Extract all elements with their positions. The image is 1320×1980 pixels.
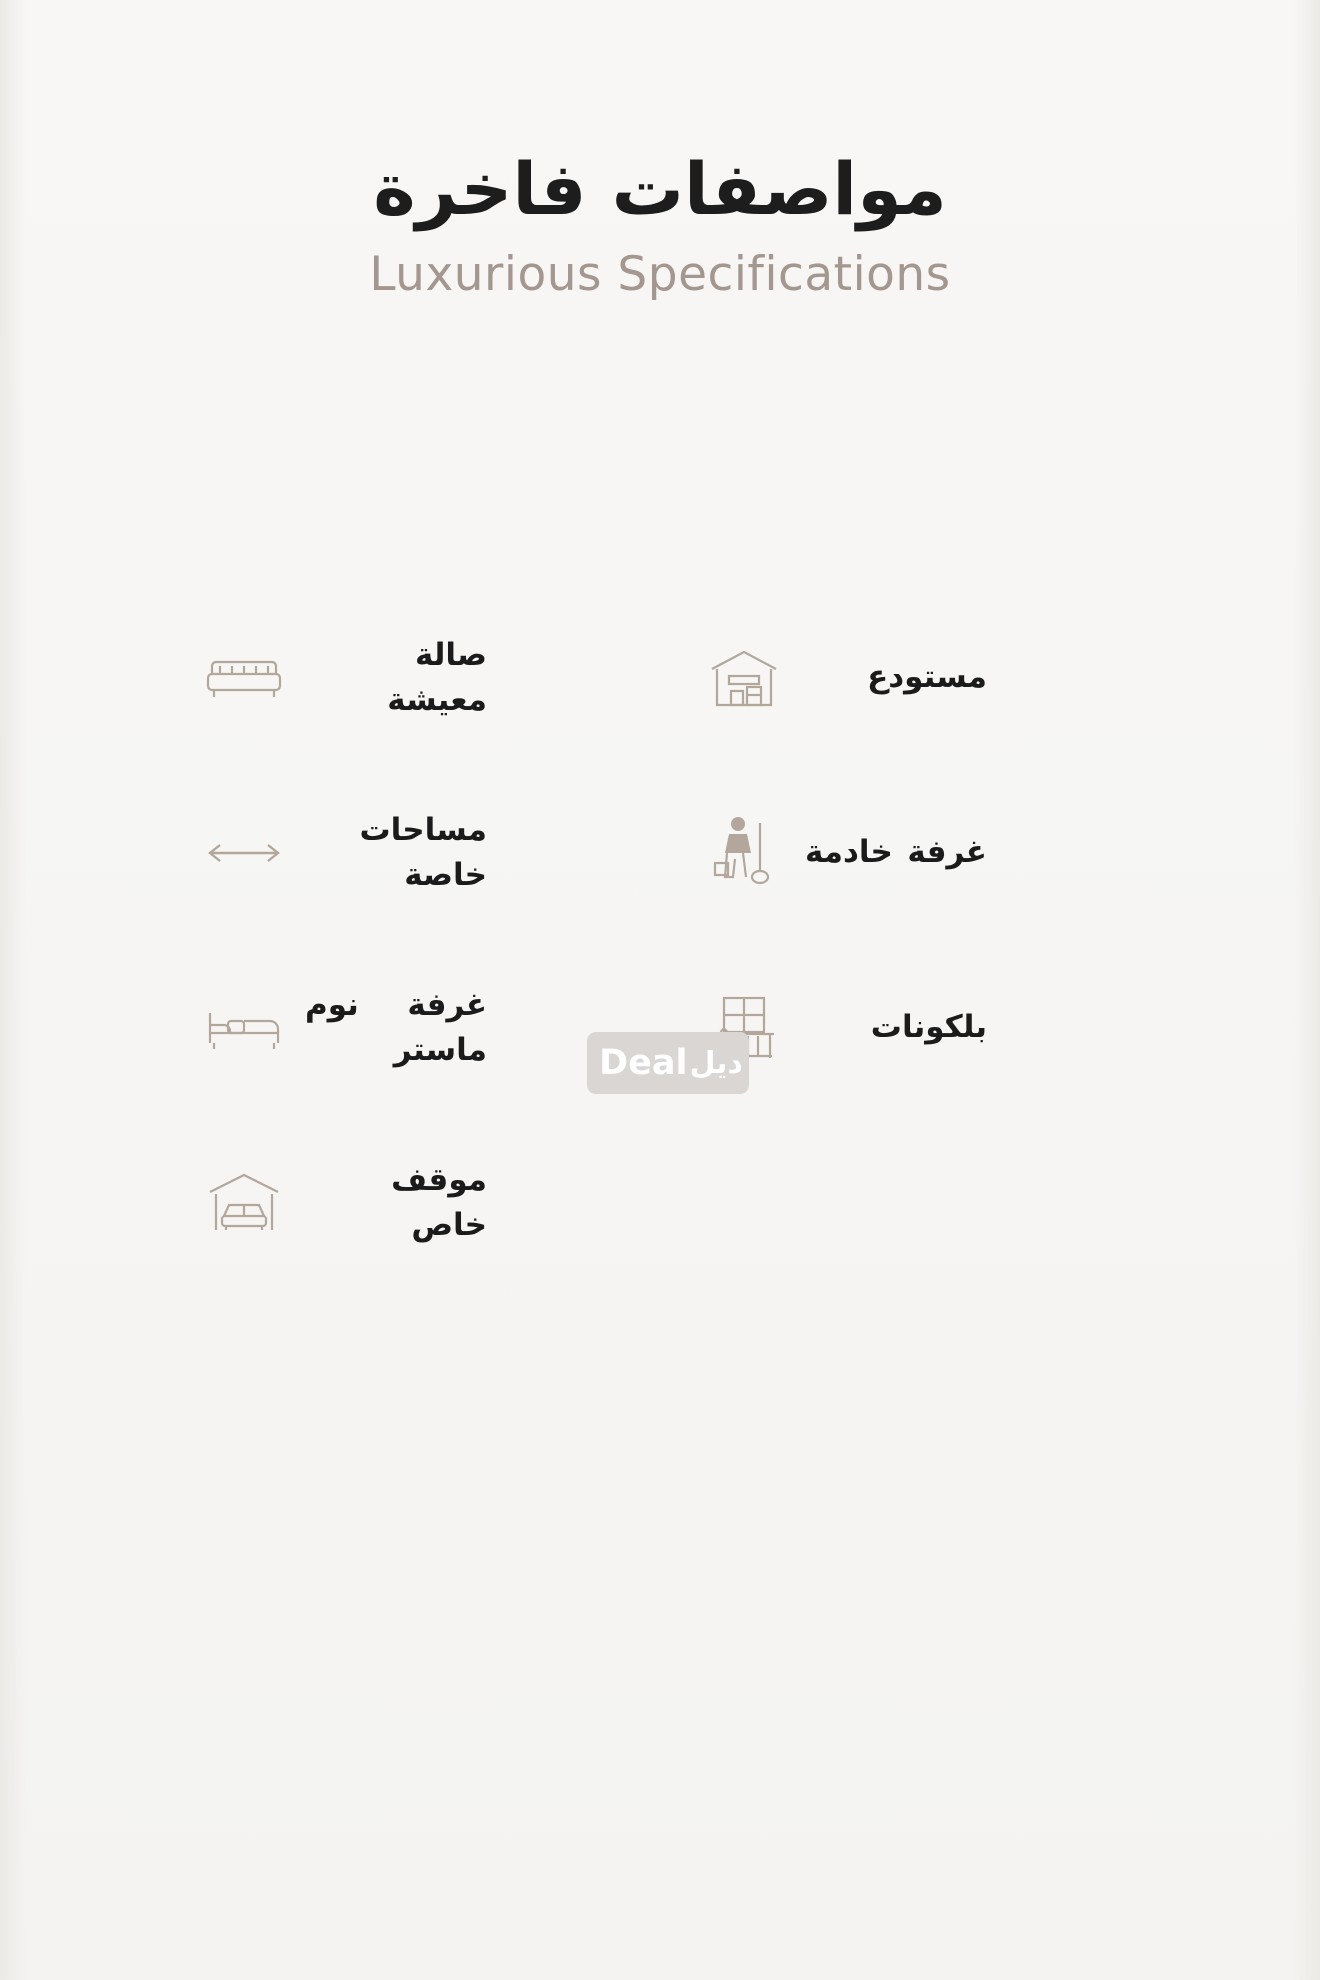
page-header xyxy=(0,147,1320,303)
bed-icon xyxy=(205,993,283,1063)
spec-item-private-spaces xyxy=(205,765,487,940)
specs-column-secondary xyxy=(645,590,1145,1290)
watermark-badge xyxy=(587,1032,749,1094)
spec-item-master-bedroom xyxy=(205,940,487,1115)
warehouse-icon xyxy=(705,643,783,713)
spec-label-balconies: بلكونات xyxy=(870,1009,987,1046)
watermark-latin-text: Deal xyxy=(599,1043,688,1083)
arrows-horizontal-icon xyxy=(205,818,283,888)
spec-label-warehouse: مستودع xyxy=(867,659,987,696)
page-title-arabic: مواصفات فاخرة xyxy=(373,147,947,231)
spec-label-private-parking: موقف خاص xyxy=(391,1161,487,1243)
spec-item-warehouse xyxy=(705,590,987,765)
maid-icon xyxy=(705,818,783,888)
sofa-icon xyxy=(205,643,283,713)
spec-item-maid-room xyxy=(705,765,987,940)
specs-column-primary xyxy=(175,590,645,1290)
specifications-grid xyxy=(0,590,1320,1290)
page-title-english: Luxurious Specifications xyxy=(369,247,951,303)
spec-item-living-room xyxy=(205,590,487,765)
spec-label-maid-room: غرفة خادمة xyxy=(805,834,987,871)
watermark-arabic-text: ديل xyxy=(689,1045,743,1081)
spec-label-master-bedroom: غرفة نوم ماستر xyxy=(305,986,487,1068)
spec-label-private-spaces: مساحات خاصة xyxy=(359,811,487,893)
garage-car-icon xyxy=(205,1168,283,1238)
spec-label-living-room: صالة معيشة xyxy=(387,636,487,718)
spec-item-private-parking xyxy=(205,1115,487,1290)
